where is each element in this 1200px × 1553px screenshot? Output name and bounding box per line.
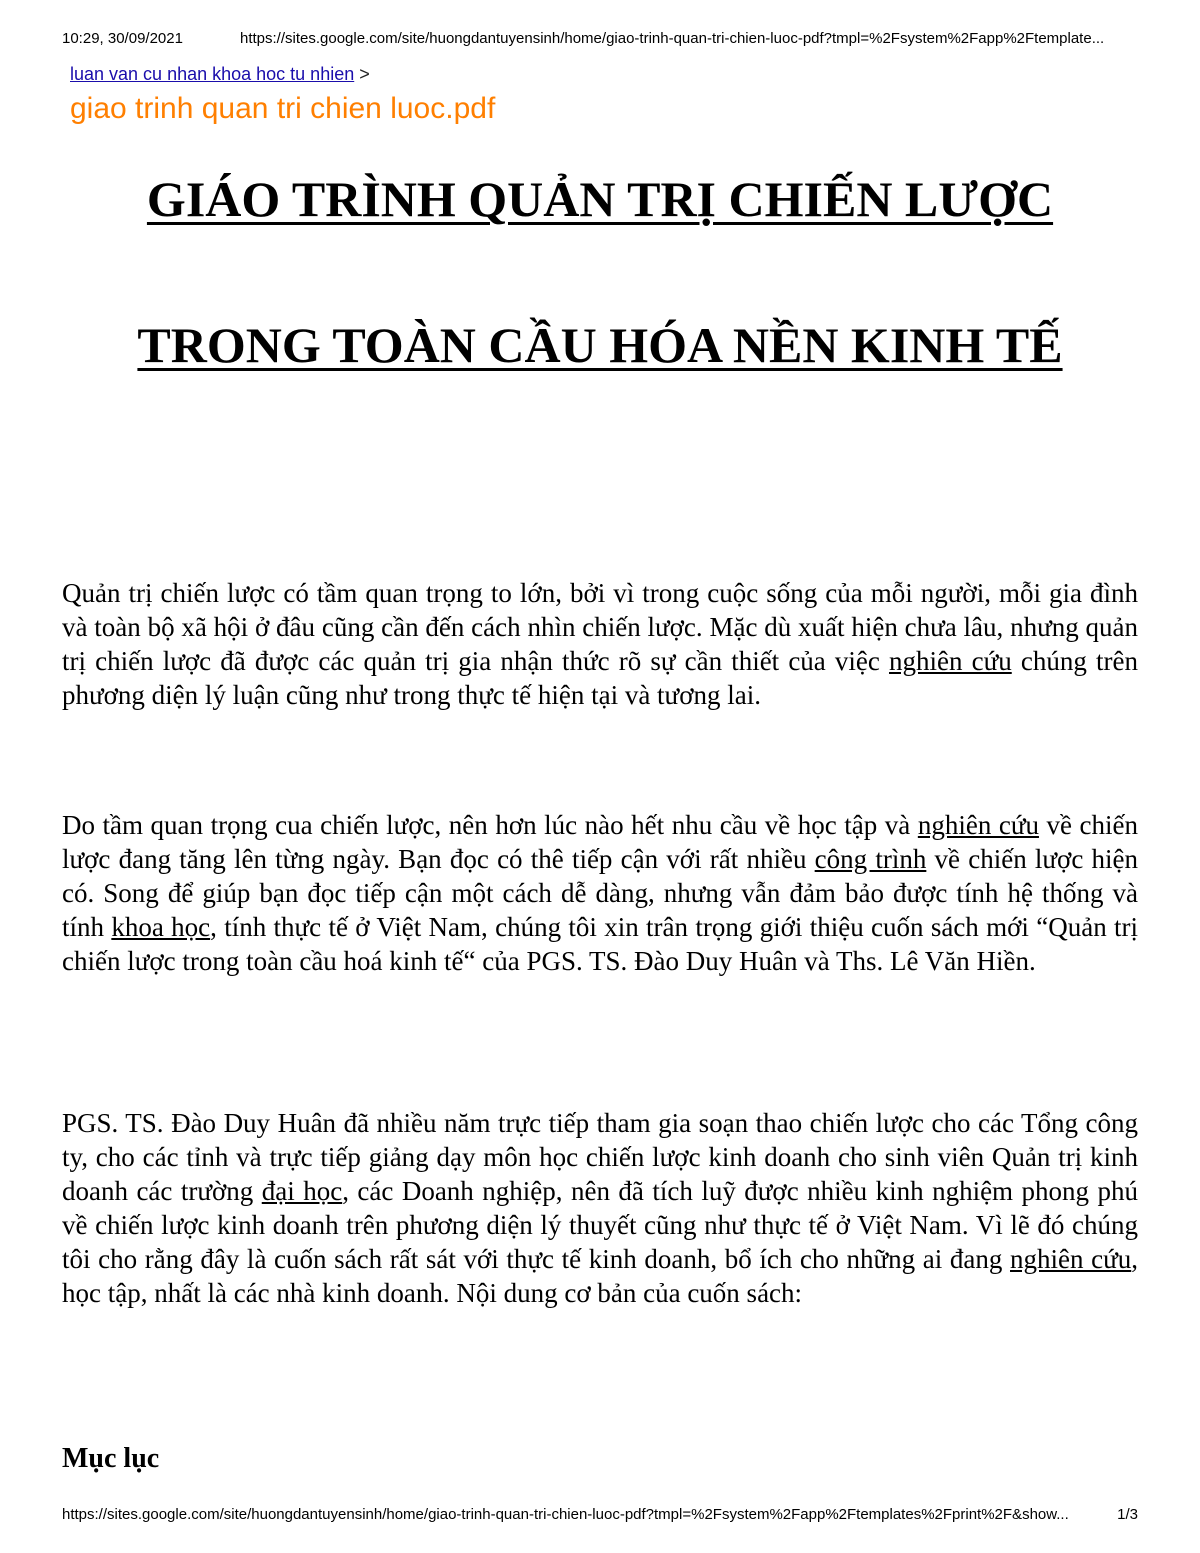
toc-heading: Mục lục [62, 1443, 160, 1474]
breadcrumb-separator: > [359, 64, 370, 84]
paragraph-text: , các Doanh nghiệp, nên đã tích luỹ được nhiều kinh nghiệm phong phú về chiến lược kinh doanh trên phương diện lý thuyết cũng như thực tế ở Việt Nam. Vì lẽ đó chúng tôi cho rằng đây là cuốn sách rất sát với thực tế kinh doanh, bổ ích cho những ai đang [62, 1176, 1138, 1274]
page-title: giao trinh quan tri chien luoc.pdf [70, 92, 496, 125]
author-paragraph [62, 1106, 1138, 1310]
breadcrumb [70, 64, 370, 85]
print-timestamp: 10:29, 30/09/2021 [62, 30, 183, 47]
nghien-cuu-link[interactable]: nghiên cứu [1010, 1244, 1132, 1274]
print-footer-url: https://sites.google.com/site/huongdantuyensinh/home/giao-trinh-quan-tri-chien-luoc-pdf?tmpl=%2Fsystem%2Fapp%2Ftemplates%2Fprint%2F&show... [62, 1506, 1069, 1523]
print-header [62, 30, 1138, 52]
importance-paragraph [62, 808, 1138, 978]
paragraph-text: , học tập, nhất là các nhà kinh doanh. Nội dung cơ bản của cuốn sách: [62, 1244, 1138, 1308]
dai-hoc-link[interactable]: đại học [261, 1176, 343, 1206]
paragraph-text: về chiến lược hiện có. Song để giúp bạn đọc tiếp cận một cách dễ dàng, nhưng vẫn đảm bảo được tính hệ thống và tính [62, 844, 1138, 942]
cong-trinh-link[interactable]: công trình [814, 844, 927, 874]
paragraph-text: chúng trên phương diện lý luận cũng như trong thực tế hiện tại và tương lai. [62, 646, 1138, 710]
khoa-hoc-link[interactable]: khoa học [111, 912, 211, 942]
print-header-url: https://sites.google.com/site/huongdantuyensinh/home/giao-trinh-quan-tri-chien-luoc-pdf?tmpl=%2Fsystem%2Fapp%2Ftemplate... [240, 30, 1105, 47]
nghien-cuu-link[interactable]: nghiên cứu [889, 646, 1012, 676]
paragraph-text: Quản trị chiến lược có tầm quan trọng to lớn, bởi vì trong cuộc sống của mỗi người, mỗi gia đình và toàn bộ xã hội ở đâu cũng cần đến cách nhìn chiến lược. Mặc dù xuất hiện chưa lâu, nhưng quản trị chiến lược đã được các quản trị gia nhận thức rõ sự cần thiết của việc [62, 578, 1138, 676]
paragraph-text: PGS. TS. Đào Duy Huân đã nhiều năm trực tiếp tham gia soạn thao chiến lược cho các Tổng công ty, cho các tỉnh và trực tiếp giảng dạy môn học chiến lược kinh doanh cho sinh viên Quản trị kinh doanh các trường [62, 1108, 1138, 1206]
paragraph-text: Do tầm quan trọng cua chiến lược, nên hơn lúc nào hết nhu cầu về học tập và [62, 810, 918, 840]
breadcrumb-parent-link[interactable]: luan van cu nhan khoa hoc tu nhien [70, 64, 355, 84]
document-title-line-2: TRONG TOÀN CẦU HÓA NỀN KINH TẾ [137, 317, 1063, 373]
intro-paragraph [62, 576, 1138, 712]
nghien-cuu-link[interactable]: nghiên cứu [917, 810, 1039, 840]
paragraph-text: , tính thực tế ở Việt Nam, chúng tôi xin trân trọng giới thiệu cuốn sách mới “Quản trị chiến lược trong toàn cầu hoá kinh tế“ của PGS. TS. Đào Duy Huân và Ths. Lê Văn Hiền. [62, 912, 1139, 976]
print-footer [62, 1506, 1138, 1528]
page-number: 1/3 [1117, 1506, 1138, 1523]
document-title-line-1: GIÁO TRÌNH QUẢN TRỊ CHIẾN LƯỢC [146, 171, 1054, 227]
paragraph-text: về chiến lược đang tăng lên từng ngày. Bạn đọc có thê tiếp cận với rất nhiều [62, 810, 1138, 874]
